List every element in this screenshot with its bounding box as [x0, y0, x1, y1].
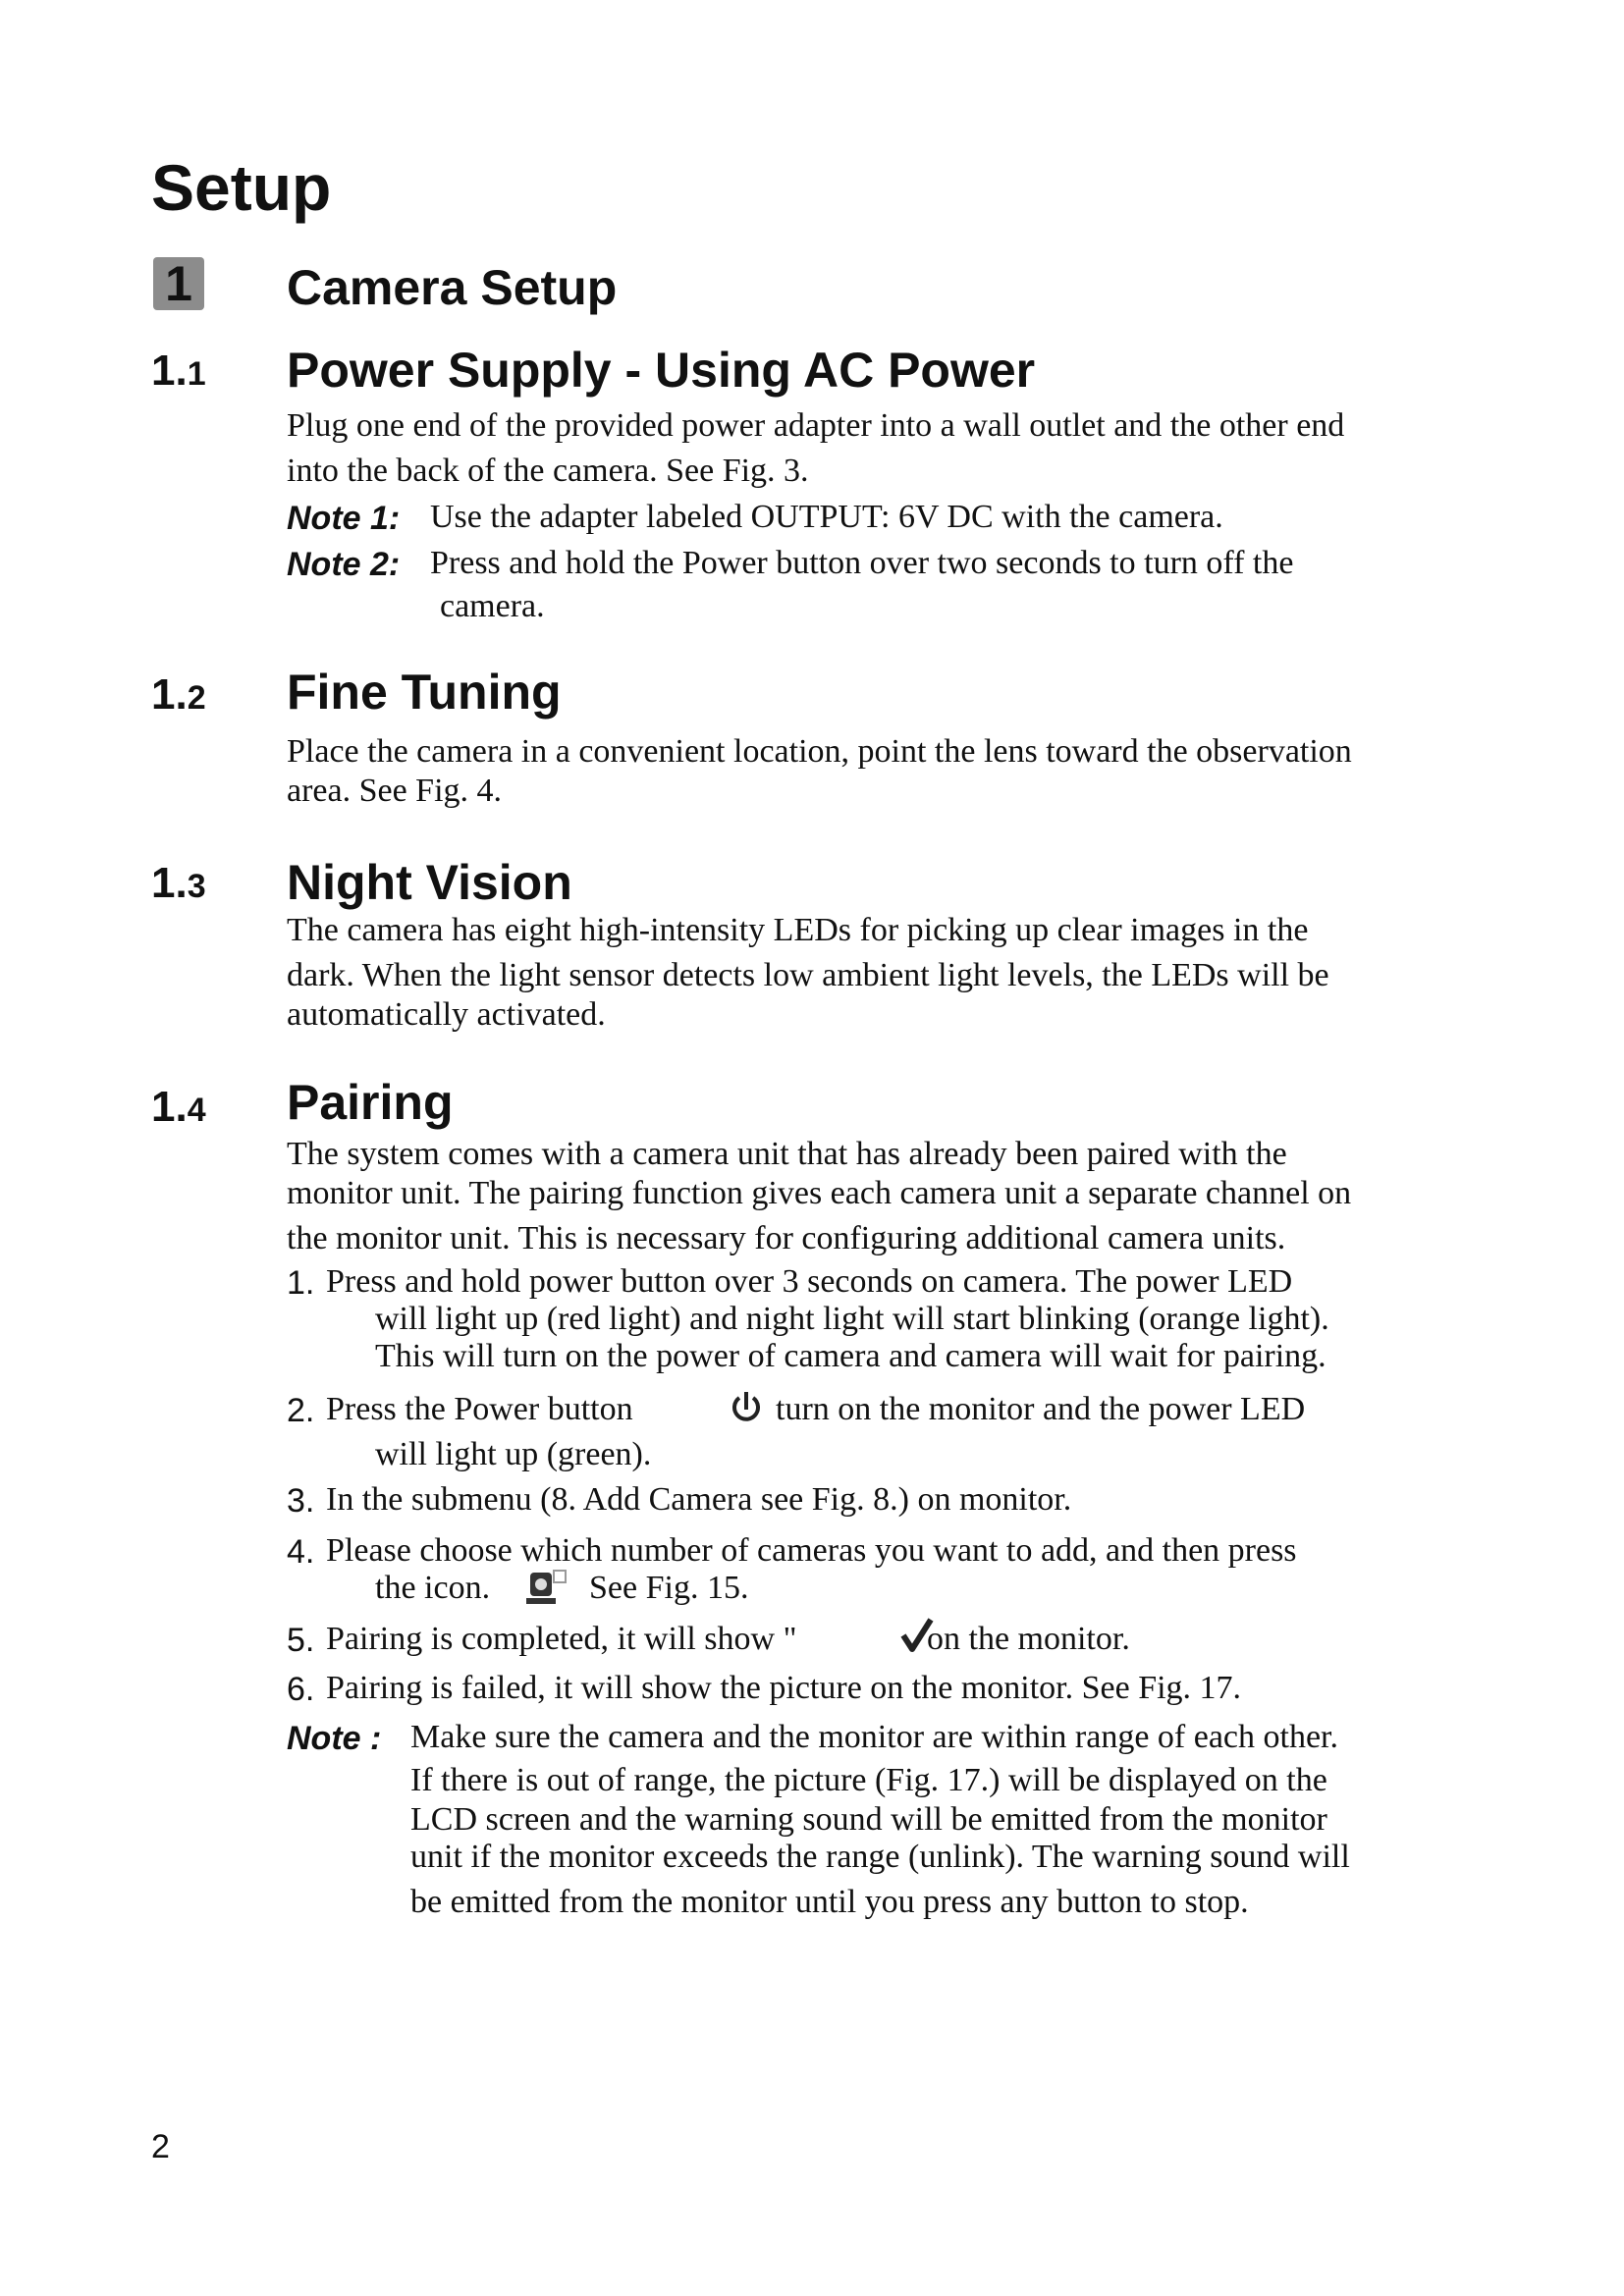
power-icon	[727, 1388, 770, 1427]
body-line: the monitor unit. This is necessary for configuring additional camera units.	[287, 1220, 1286, 1256]
body-line: The system comes with a camera unit that has already been paired with the	[287, 1136, 1287, 1172]
step-text: Press and hold power button over 3 seconds on camera. The power LED	[326, 1263, 1293, 1300]
step-text: Please choose which number of cameras you want to add, and then press	[326, 1532, 1297, 1569]
note-label: Note :	[287, 1720, 382, 1757]
body-line: monitor unit. The pairing function gives each camera unit a separate channel on	[287, 1175, 1352, 1211]
step-text: Pairing is completed, it will show "	[326, 1621, 797, 1657]
body-line: area. See Fig. 4.	[287, 773, 503, 809]
note-text: unit if the monitor exceeds the range (unlink). The warning sound will	[410, 1839, 1350, 1875]
note-text: LCD screen and the warning sound will be emitted from the monitor	[410, 1801, 1327, 1838]
section-title-night-vision: Night Vision	[287, 855, 572, 910]
step-text: This will turn on the power of camera and camera will wait for pairing.	[375, 1338, 1326, 1374]
step-number: 4.	[287, 1533, 315, 1571]
step-text: will light up (red light) and night light will start blinking (orange light).	[375, 1301, 1329, 1337]
step-text: will light up (green).	[375, 1436, 652, 1472]
body-line: Place the camera in a convenient location, point the lens toward the observation	[287, 733, 1352, 770]
chapter-number: 1	[165, 256, 192, 311]
step-text: turn on the monitor and the power LED	[776, 1391, 1306, 1427]
step-number: 2.	[287, 1392, 315, 1429]
page-number: 2	[151, 2128, 170, 2165]
page-title: Setup	[151, 151, 332, 224]
step-text: See Fig. 15.	[589, 1570, 749, 1606]
step-text: In the submenu (8. Add Camera see Fig. 8.) on monitor.	[326, 1481, 1072, 1518]
chapter-number-box	[153, 257, 204, 310]
step-text: on the monitor.	[927, 1621, 1130, 1657]
note-text: Press and hold the Power button over two seconds to turn off the	[430, 545, 1294, 581]
section-number-1-3: 1.3	[151, 859, 206, 907]
body-line: automatically activated.	[287, 996, 606, 1033]
body-line: into the back of the camera. See Fig. 3.	[287, 453, 809, 489]
section-title-fine-tuning: Fine Tuning	[287, 665, 562, 720]
camera-icon	[520, 1567, 571, 1608]
note-text: be emitted from the monitor until you press any button to stop.	[410, 1884, 1249, 1920]
note-text: Use the adapter labeled OUTPUT: 6V DC with the camera.	[430, 499, 1223, 535]
step-text: Press the Power button	[326, 1391, 633, 1427]
section-number-1-2: 1.2	[151, 670, 206, 719]
step-number: 5.	[287, 1622, 315, 1659]
step-number: 1.	[287, 1264, 315, 1302]
step-text: the icon.	[375, 1570, 491, 1606]
body-line: Plug one end of the provided power adapter into a wall outlet and the other end	[287, 407, 1345, 444]
note-text: If there is out of range, the picture (Fig. 17.) will be displayed on the	[410, 1762, 1327, 1798]
body-line: dark. When the light sensor detects low ambient light levels, the LEDs will be	[287, 957, 1329, 993]
note-text: camera.	[440, 588, 545, 624]
section-title-power-supply: Power Supply - Using AC Power	[287, 343, 1036, 398]
step-number: 3.	[287, 1482, 315, 1520]
section-title-pairing: Pairing	[287, 1075, 454, 1130]
step-number: 6.	[287, 1671, 315, 1708]
note-text: Make sure the camera and the monitor are within range of each other.	[410, 1719, 1338, 1755]
step-text: Pairing is failed, it will show the picture on the monitor. See Fig. 17.	[326, 1670, 1242, 1706]
section-number-1-4: 1.4	[151, 1083, 206, 1131]
note-label: Note 1:	[287, 500, 401, 537]
body-line: The camera has eight high-intensity LEDs for picking up clear images in the	[287, 912, 1309, 948]
section-number-1-1: 1.1	[151, 347, 206, 395]
chapter-title: Camera Setup	[287, 260, 618, 315]
note-label: Note 2:	[287, 546, 401, 583]
